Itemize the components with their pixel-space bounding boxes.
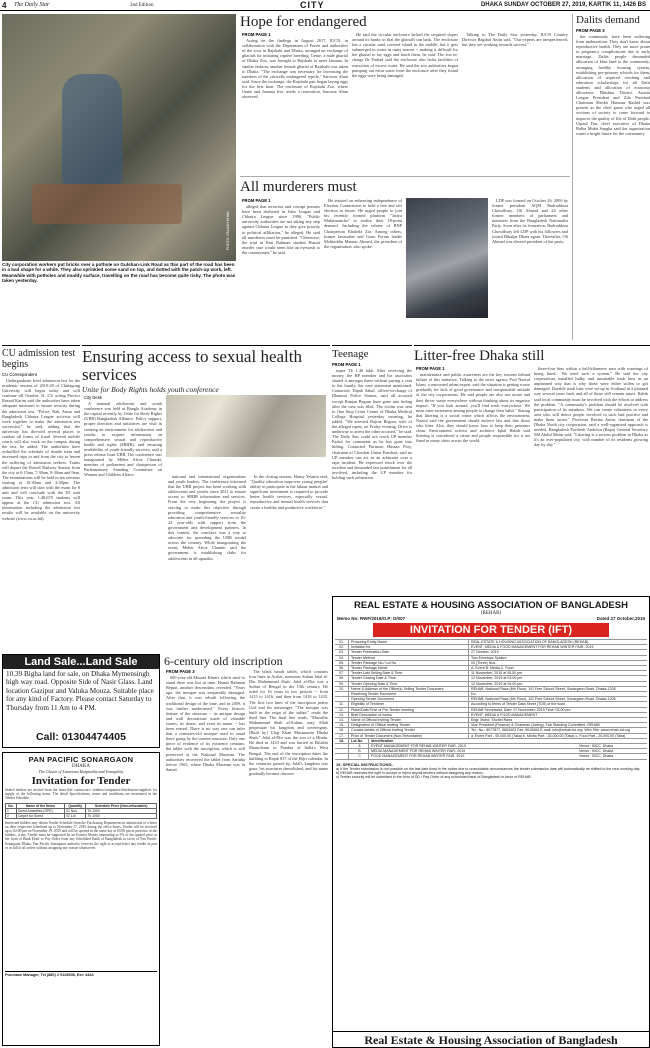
table-cell: 08. [335,676,349,680]
pan-pacific-ad [2,752,160,1046]
table-cell: 06. [335,666,349,670]
ensuring-deck: Unite for Body Rights holds youth conference [82,385,219,394]
special-instruction: a) If the Tender submission is not possible on the last date fixed in the notice due to unavoidable circumstances the tender submission date will automatically be shifted to the next working day. [336,766,641,771]
table-cell: 12 November, 2019 at 03.00 pm [471,676,523,681]
pan-pacific-logo: PAN PACIFIC SONARGAON [28,755,134,764]
rehab-memo-date: Dated 27 October,2019 [596,616,645,621]
rehab-tender-ad [332,596,650,1048]
murderers-kicker: FROM PAGE 1 [242,198,271,203]
hope-col-3: Talking to The Daily Star yesterday, IUCN Country Director Ragibul Amin said, "Our experts are inexperienced, but they are working towards success." [462,32,568,48]
table-cell: Contact details of Official Inviting Tender [349,728,469,732]
table-cell: B [349,749,369,753]
teenage-kicker: FROM PAGE 1 [332,362,361,367]
century-kicker: FROM PAGE 3 [166,669,195,674]
table-cell: 03. [335,650,349,654]
table-cell: Tender Publication Date [349,650,469,654]
rehab-tender-table [335,639,647,739]
ensuring-kicker: City Desk [84,395,102,400]
table-cell: 09. [335,682,349,686]
top-photo-caption: City corporation workers put bricks over a pothole on Gulshan-Link Road as this part of the road has been in a bad shape for a while. They also sprinkled some sand on top, and dotted with the patch-up work, left. Meanwhile with potholes and muddy surface, travelling on the road has become quite risky. The photo was taken yesterday. [2,262,236,284]
pan-pacific-headline: Invitation for Tender [31,775,131,787]
teenage-headline: Teenage [332,348,369,360]
pan-pacific-body: Interested bidders may obtain Tender Schedule from the Purchasing Department on submission of a letter on their respective letterhead up to November 17, 2019 during the office hours. Tender will be received up to 02:00 pm on November 19, 2019 and will be opened in the same day at 03:00 pm in presence of the bidders, if any. Tender must be supported by an Earnest Money amounting to 5% of the quoted price in the form of Bank Draft or Pay Order from any Scheduled Bank of Bangladesh in favor of Pan Pacific Sonargaon Dhaka. Pan Pacific Sonargaon authority reserves the right to accept/reject any tender in part or in full at all orders without assigning any reason whatsoever. [5,820,157,850]
century-col-2: The black basalt tablet, which contains four lines in Arabic, mentions Sultan Jalal al-Din Muhammad Shah. Jalal al-Din was a Sultan of Bengal in the 15th century. He ruled for 16 years in two periods -- from 1415 to 1416, and then from 1418 to 1433. The first two lines of the inscription praise God and his messenger. "The mosque was built in the reign of the sultan," reads the third line. The final line reads, "Muzaffar Muhammad Shah al-Sultan, may Allah perpetuate his kingdom and sovereignty. [Built by] Ulug Khan Musaazzim Dhaka Shah." Jalal al-Din was the son of a Hindu. He died in 1433 and was buried at Eklakhi Mausoleum in Pandua of India's West Bengal. The end of the inscription dates the building to Rajab 837 of the Hijri calendar. In the centuries passed by, Jalal's kingdom was gone, his structures demolished, and his name gradually became obscure. [249,669,328,776]
cu-headline: CU admission test begins [2,348,76,370]
hope-col-1: Acting on the findings in August 2017, IUCN, in collaboration with the Department of Forest and authorities of the zoos in Rajshahi and Dhaka, arranged an exchange of gharials for initiating captive breeding. Genie, a male gharial of Dhaka Zoo, was brought to Rajshahi to meet Jamuna. In similar fashion, another female gharial of Rajshahi was taken to Dhaka. "The exchange was necessary for increasing the numbers of the critically endangered reptile," Sarowar Alam said. Since the exchange, the Rajshahi pair began laying eggs for the first time. The enclosure of Rajshahi Zoo, where Genie and Jamuna live, needs a renovation, Sarowar Alam observed. [242,38,348,100]
ensuring-article [82,345,330,650]
conference-photo [166,395,326,457]
teenage-text: rupee Tk 1.46 lakh. After receiving the money, the HP member and his associates shared it amongst them without paying a cent to the family, the case statement mentioned. Contacted, Dipak Sahal, officer-in-charge of Dhamrai Police Station, said all accused except Ranjan Begum have gone into hiding after the case was filed. The victim was sent to One Stop Crisis Centre of Dhaka Medical College Hospital yesterday morning, he added. "We arrested Rojina Begum, wife of the alleged rapist, on Friday evening. Drive is underway to arrest the other accused," he said. The Daily Star could not reach UP member Fazlul for comments as he has gone into hiding. Contacted Purinom Hassan Proy, chairman of Chowhat Union Parishad, said no UP member can act as an arbitrator over a rape incident. He expressed shock over the incident and demanded fast punishment for all involved, including the UP member for holding such arbitration. [332,368,412,480]
table-cell: Venue : BICC, Dhaka [579,754,614,759]
murderers-photo [406,198,488,318]
table-header: Name of the Items [16,803,64,808]
table-cell: Venue : BICC, Dhaka [579,749,614,754]
table-cell: Invitation for [349,645,469,649]
table-cell: REHAB, National Plaza (6th Floor), 1/G Free School Street, Sonargaon Road, Dhaka-1205 [471,697,616,702]
pan-pacific-footer: Purchase Manager, Tel (880) 2 9128008, Ext: 4444 [5,971,157,977]
century-article [164,654,330,1046]
rehab-lot-table [335,739,647,760]
table-cell: 04. [335,656,349,660]
ensuring-col-3: In the closing session, Hasny Yesmin said, "Quality education improves young peoples' ability to participate in the labour market and significant investment is required to provide better health services, especially sexual, reproductive and mental health services that create a healthy and productive workforce." [250,474,328,510]
land-sale-call[interactable]: Call: 01304474405 [36,731,126,743]
table-cell: REAL ESTATE & HOUSING ASSOCIATION OF BANGLADESH (REHAB) [471,640,589,644]
table-cell: 10. [335,687,349,691]
bricks-pile [32,184,182,224]
table-cell: 12 November, 2019 at 04.00 pm [471,681,523,686]
table-cell: EVENT, MEDIA & FOOD MANAGEMENT FOR REHAB WINTER FAIR- 2019 [471,645,594,650]
table-cell: Eligibility of Tenderer [349,702,469,706]
table-cell: FOOD MANAGEMENT FOR REHAB WINTER FAIR- 2019 [371,754,465,759]
table-cell: Tender Method [349,656,469,660]
pan-pacific-tagline: The Classic of Luxurious Hospitality and Tranquility [38,769,124,774]
table-cell: 14. [335,718,349,722]
table-cell: 02. [335,645,349,649]
dalits-kicker: FROM PAGE 3 [576,28,605,33]
table-cell: 01 Lot [65,813,86,818]
teenage-article [332,345,412,593]
table-cell: MEDIA MANAGEMENT FOR REHAB WINTER FAIR- 2019 [371,749,466,754]
pan-pacific-city: DHAKA [71,764,91,769]
page-number: 4 [2,1,7,10]
table-header: Schedule Price (Non-refundable) [86,803,157,808]
murderers-col-3: LDP was formed on October 26, 2006 by former president AQM Badruddoza Chowdhury, Oli Ahmad and 24 other former members of parliament and ministers from the Bangladesh Nationalist Party. Soon after its formation, Badruddoza Chowdhury left LDP with his followers and joined Bikalpa Dhara again. Thereafter, Oli Ahmad was elected president of the party. [492,198,568,244]
table-cell: Venue : BICC, Dhaka [579,744,614,749]
rehab-org-name: REAL ESTATE & HOUSING ASSOCIATION OF BANGLADESH [354,600,628,611]
pan-pacific-intro: Sealed tenders are invited from the bona-fide contractors/ vendors/companies/distributors/suppliers for supply of the following items. The detail Specifications, terms and conditions are mentioned in the Tender Schedule. [5,788,157,801]
litter-col-2: three-four bins within a half-kilometre area with warnings of being fined... We need such a system." He said the city corporations installed bulky and unsuitable trash bins in an unplanned way that is why those were either stolen or got damaged. Durable trash bins were set up in Scotland in a planned way several years back and all of those still remain intact. Habib said local community must be involved with the efforts to address the problem. "A community's problem should be resolved with participation of its members. We can create volunteers in every area who will detect people involved in such bad practice and make them aware." Professor Rezina Amin, chairman of the Dhaka North city corporation, said a well-organised approach is needed. Bangladesh Poribesh Andolon (Bapa) General Secretary Md Abdul Matin said, "Littering is a serious problem in Dhaka as it's an over-populated city, with number of its residents growing day by day." [534,366,648,448]
issue-date: DHAKA SUNDAY OCTOBER 27, 2019, KARTIK 11, 1426 BS [480,2,646,8]
rehab-special-title: 19. SPECIAL INSTRUCTIONS:- [336,761,394,767]
table-cell: 01 Nos [65,808,86,813]
table-cell: Tender Last Selling Date & Time [349,671,469,675]
table-cell: Procuring Entity Name [349,640,469,644]
table-cell: 07. [335,671,349,675]
lot-header-identification: Identification [371,738,394,743]
table-cell: EVENT MANAGEMENT FOR REHAB WINTER FAIR- 2019 [371,744,466,749]
table-cell: 05. [335,661,349,665]
special-instruction: c) Tender security will be submitted in the form of DD / Pay Order of any scheduled bank of Bangladesh in favor of REHAB. [336,775,532,780]
dalits-text: the community have been suffering from malnutrition. They don't know about reproductive health. They are more prone to pregnancy complications due to early marriage. Dalits people demanded allocation of khas land to the community, arranging healthy housing system, establishing pre-primary schools for them, allocation of required cinching and education scholarships for all Dalit students and allocation of economy allowance. Bhishna District Awami League President and Zila Parishad Chairman Sheikh Harunur Rashid was present as the chief guest who urged all sections of society to come forward to improve the quality of life of Dalit people. Utpaul Das, chief executive of Dhaka Bidba Mukti Sangha said the organisation wants a bright future for the community. [576,34,650,136]
table-cell: 1 [6,808,17,813]
table-cell: Opening Tender Document [349,697,469,701]
murderers-article [240,176,570,340]
murderers-col-1: alleged that terrorists and corrupt persons have been sheltered in Jubo League and Chhatra League since 1996. "Public university authorities are not taking any step against Chhatra League as they give priority to political affiliation," he alleged. He said all murderers must be punished. "Otherwise, the trial in Ruti Rahman student Husnit murder case would seem like an eyewash to the countrymen," he said. [242,204,320,255]
table-cell: Tel.: No.: 8077877, 9663403 Fax: 9610608 E-mail: info@rehab-bd.org, Web Site: www.rehab-bd.org [471,728,631,733]
pan-pacific-table [5,803,157,819]
murderers-headline: All murderers must [240,179,357,195]
murderers-col-2: He insisted on enhancing independence of Election Commission to hold a free and fair election in future. He urged people to join his recently formed platform "Jatiya Muktimancha" to realise their 18-point demand. Including the release of BNP Chairperson Khaleda Zia. Among others, former lawmaker and Gono Forum leader Mohiuddin Mansur Ahmed, the president of the organisation, also spoke. [324,198,402,249]
litter-article [414,345,650,593]
table-cell [335,697,349,701]
litter-headline: Litter-free Dhaka still [414,348,545,364]
table-cell: REHAB Secretariat, Date: 07 November, 2019 Time: 03.00 pm [471,707,571,712]
ensuring-col-1: A national adolescent and youth conference was held at Bangla Academy in the capital recently by Unite for Body Rights (UBR) Bangladesh Alliance. Policy support, proper direction and initiatives are vital in creating an environment for adolescents and youths to acquire information on comprehensive sexual and reproductive health and rights (SRHR), and ensuring availability of youth-friendly services, said a press release from UBR. The conference was inaugurated by Meher Afroz Chumki, member of parliament and chairperson of Parliamentary Standing Committee on Women and Children Affairs. [84,401,162,478]
table-cell: Receiving Tender Document [349,692,469,696]
table-cell: REHAB, National Plaza (6th Floor), 1/G Free School Street, Sonargaon Road, Dhaka-1205 [471,686,616,691]
section-title: CITY [300,0,325,10]
table-cell: Brief Description of works [349,713,469,717]
lot-header-no: 18. [335,739,349,743]
table-cell: Name & Address of the Office(s) Selling Tender Document [349,687,469,691]
table-cell: Tender Package Name [349,666,469,670]
table-cell: Carpet for Guest [16,813,64,818]
masthead [0,0,650,11]
table-cell: Tender Opening Date & Time [349,682,469,686]
table-cell: A. Event B. Media C. Food [471,666,514,671]
special-instruction: b) REHAB reserves the right to accept or reject any/all tenders without assigning any reason. [336,770,484,775]
land-sale-headline: Land Sale...Land Sale [3,655,159,669]
paper-name: The Daily Star [14,2,50,8]
hope-kicker: FROM PAGE 1 [242,32,271,37]
table-cell: 15. [335,723,349,727]
litter-kicker: FROM PAGE 1 [416,366,445,371]
land-sale-ad [2,654,160,748]
table-cell: 27 October, 2019 [471,650,499,655]
table-cell: A [349,744,369,748]
table-cell: 2 [6,813,17,818]
ensuring-headline: Ensuring access to sexual health services [82,347,302,384]
table-cell: Tk 1000 [86,813,157,818]
hope-col-2: He said the circular enclosure lacked the required slopes around its banks so that the gharials can bask. The enclosure has a circular sand covered island in the middle, but it gets submerged in water in rainy season -- making it difficult for the gharial to lay eggs and hatch them, he said. The zoo in-charge Dr Farhad said the enclosure also lacks facilities of extraction of excess water. He said the zoo authorities began pumping out extra water from the enclosure after they found the eggs were being damaged. [352,32,458,78]
table-cell: Guest Amenities (OPE) [16,808,64,813]
rehab-memo-no: Memo No: RWF/2019/O.P: D/007 [337,616,406,621]
lot-header-lot: Lot No [349,739,369,743]
table-cell: 17. [335,734,349,738]
dalits-headline: Dalits demand [576,14,640,26]
table-cell: Tender Closing Date & Time [349,676,469,680]
table-cell: Name of Official Inviting Tender [349,718,469,722]
workers-figure [62,74,122,184]
table-cell: C [349,754,369,758]
rehab-footer: Real Estate & Housing Association of Bangladesh [333,1031,649,1047]
table-cell: Two Envelope System [471,655,507,660]
pothole-photo [2,14,236,261]
table-cell: According to terms of Tender Data Sheet (TDS) of the work [471,702,566,707]
table-cell: 12. [335,708,349,712]
table-cell: Do [471,692,476,697]
table-cell [335,692,349,696]
hope-article [240,14,570,174]
table-cell: a. Event Part - 40,000.00 (Taka) b. Media Part - 30,000.00 (Taka) c. Food Part - 20,000.00 (Taka) [471,733,626,738]
table-cell: 11. [335,702,349,706]
cu-text: Undergraduate level admission test for the academic session of 2019-20 of Chittagong University will begin today and will continue till October 31. CU acting Proctor Rezaul Karim said the authorities have taken adequate measures to ensure security during the admission test. "Police, Rab, Ansar and Bangladesh Chhatra League activists will work together to make the admission test successful," he said, adding that the university has directed several places to combat all forms of fraud. Several mobile courts will also work on the campus during the test, he added. The authorities have reshuffled the schedule of shuttle train and increased trips to and from the city to lessen the suffering of admission seekers. Trains will depart the Botodi Railway Station from the city at 6:15am, 7:30am, 8:30am and 9am. The examinations will be held in ten sessions starting at 10:30am and 2:30pm. The admission tests will start with the exam for 8 unit and will conclude with the D1 unit exam. This year, 1,48,670 students will appear at the CU admission test. All information including the admission test results will be available on the university website (www.cu.ac.bd). [2,378,80,521]
table-cell: Designation of Official Inviting Tender [349,723,469,727]
table-cell: 13. [335,713,349,717]
rehab-headline: INVITATION FOR TENDER (IFT) [373,623,609,637]
table-header: No. [6,803,17,808]
table-cell: Tender Package No./ Lot No. [349,661,469,665]
cu-kicker: CU Correspondent [2,372,37,377]
table-cell: Tk 1000 [86,808,157,813]
table-cell: Engr. Mohd. Shohel Rana [471,718,513,723]
litter-col-1: maintenance and public awareness are the key reasons behind failure of this initiative. Talking to the news agency Prof Nazrul Islam, a renowned urban expert, said the situation is getting worse gradually for lack of good governance and irresponsible attitude of the city corporations. He said people are also not aware and they throw waste everywhere without thinking about its negative impact. "If you look around, you'll find trash everywhere. We must raise awareness among people to change their habit." Stating that littering is a social crime which affects the environment, Nazrul said the government should enforce law and fine those who litter. Also, they should know how to keep their premises clean. Environment activist and architect Iqbal Habib said littering is considered a crime and people responsible for it are fined in many cities across the world. [416,372,530,444]
table-cell: Place/Date/Time of Pre-Tender meeting [349,708,469,712]
hope-headline: Hope for endangered [240,14,367,30]
ensuring-col-2: national and international organisations and youth leaders. The conference informed that the UBR project has been working with adolescents and youths since 2011 to ensure access to SRHR information and services. From the very beginning, the project is striving to make this objective through providing comprehensive sexuality education and youth-friendly services to 10-24 year-olds with support from the government and development partners. In this context, the conclave was a way to advocate for spreading the UBR model across the country. While inaugurating the event, Meher Afroz Chumki said the government is establishing clubs for adolescents in all upazilas. [168,474,246,561]
photo-credit: PHOTO: PALASH KHAN [226,211,230,250]
cu-article [2,345,80,650]
table-cell: 16. [335,728,349,732]
rehab-org-abbr: (REHAB) [480,611,502,616]
table-cell: 11 November, 2019 at 05.00 pm [471,671,523,676]
table-header: Quantity [65,803,86,808]
table-cell: EVENT, MEDIA & FOOD MANAGEMENT [471,712,538,717]
table-cell: Price of Tender Document (Non-Refundable) [349,734,469,738]
land-sale-text: 10.39 Bigha land for sale, on Dhaka Mymensingh high way road. Opposite Side of Nasir Glass. Land location Gazipur and Valuka Mouza. Suitable place for any kind of Factory. Please contact Saturday to Thursday from 11 Am to 4 PM. [6,670,154,712]
century-headline: 6-century old inscription [164,654,283,668]
century-col-1: 600-year-old Musafa Khan's which used to stand there was lost in time. Hamiz Rahman Bepari, another descendant, revealed. "Years ago, the mosque was irreparably damaged. After that, it was rebuilt following the traditional design of the time, and in 2009, it was further modernised." Every historic feature of the structure -- its antique design and wall decorations made of valuable stones, its dome, and even its name -- has been erased. There is no way one can infer that a centuries-old mosque used to stand there going by the current structure. Only one piece of evidence of its existence remains: the tablet with the inscription, which is still preserved at the National Museum. The authorities recovered the tablet from Saradia before 1965, where Dhaka Museum was in Sanad. [166,675,245,772]
table-cell: Vice President (Finance) & Chairman (Acting), Fair Standing Committee, REHAB [471,723,600,728]
table-cell: 01. [335,640,349,644]
edition-label: 2nd Edition [130,3,154,8]
lot-row [335,754,647,759]
table-row [6,813,157,818]
dalits-article [572,14,650,340]
table-cell: 03 (Three) Nos. [471,660,497,665]
